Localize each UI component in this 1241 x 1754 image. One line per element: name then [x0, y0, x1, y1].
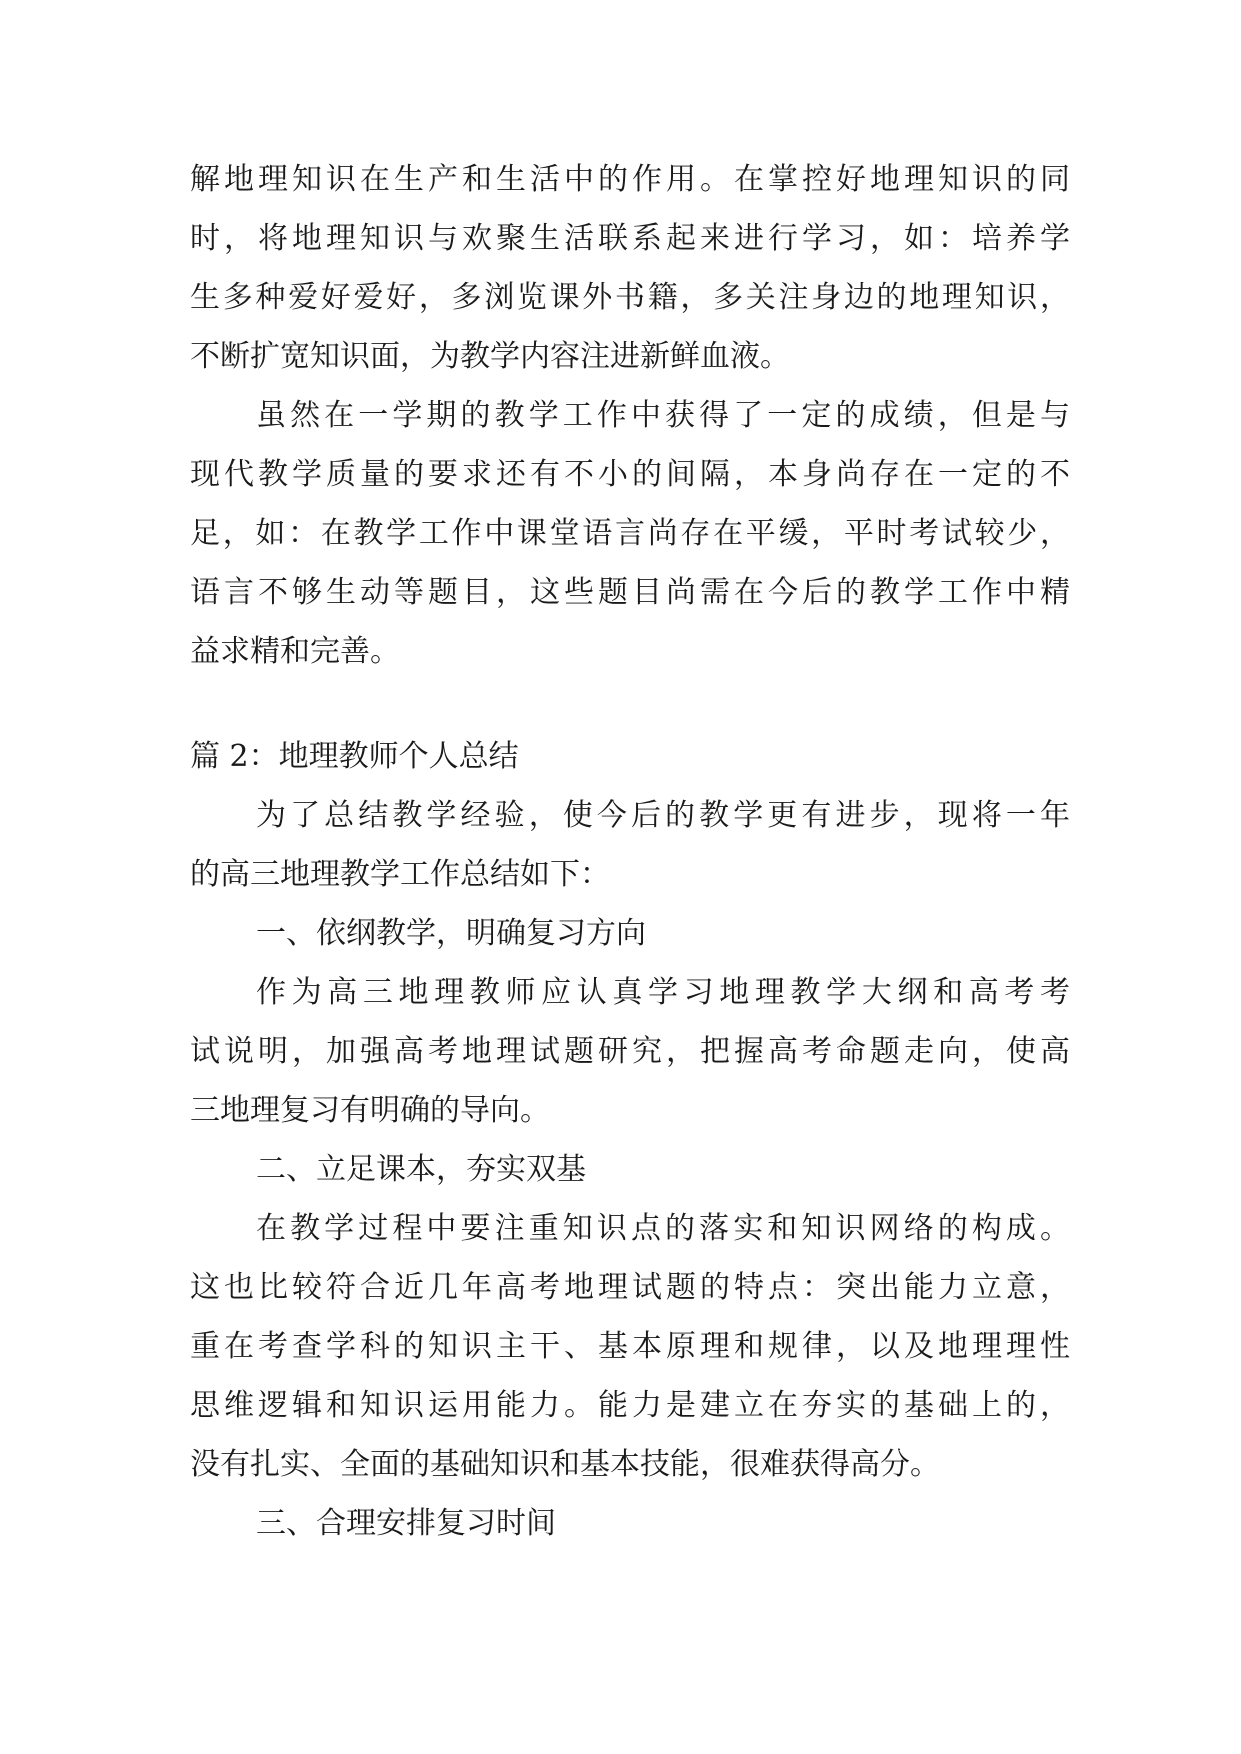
- subsection-heading: 二、立足课本，夯实双基: [256, 1152, 586, 1187]
- paragraph-line: 这也比较符合近几年高考地理试题的特点：突出能力立意，: [190, 1270, 1070, 1305]
- paragraph-line: 作为高三地理教师应认真学习地理教学大纲和高考考: [256, 975, 1070, 1010]
- paragraph-line: 试说明，加强高考地理试题研究，把握高考命题走向，使高: [190, 1034, 1070, 1069]
- paragraph-line: 虽然在一学期的教学工作中获得了一定的成绩，但是与: [256, 398, 1070, 433]
- paragraph-line: 在教学过程中要注重知识点的落实和知识网络的构成。: [256, 1211, 1070, 1246]
- paragraph-line: 足，如：在教学工作中课堂语言尚存在平缓，平时考试较少，: [190, 516, 1070, 551]
- subsection-heading: 三、合理安排复习时间: [256, 1506, 556, 1541]
- paragraph-line: 不断扩宽知识面，为教学内容注进新鲜血液。: [190, 339, 790, 374]
- paragraph-line: 生多种爱好爱好，多浏览课外书籍，多关注身边的地理知识，: [190, 280, 1070, 315]
- paragraph-line: 益求精和完善。: [190, 634, 400, 669]
- paragraph-line: 时，将地理知识与欢聚生活联系起来进行学习，如：培养学: [190, 221, 1070, 256]
- paragraph-line: 没有扎实、全面的基础知识和基本技能，很难获得高分。: [190, 1447, 940, 1482]
- paragraph-line: 解地理知识在生产和生活中的作用。在掌控好地理知识的同: [190, 162, 1070, 197]
- paragraph-line: 现代教学质量的要求还有不小的间隔，本身尚存在一定的不: [190, 457, 1070, 492]
- subsection-heading: 一、依纲教学，明确复习方向: [256, 916, 646, 951]
- paragraph-line: 重在考查学科的知识主干、基本原理和规律，以及地理理性: [190, 1329, 1070, 1364]
- paragraph-line: 的高三地理教学工作总结如下：: [190, 857, 610, 892]
- paragraph-line: 为了总结教学经验，使今后的教学更有进步，现将一年: [256, 798, 1070, 833]
- paragraph-line: 语言不够生动等题目，这些题目尚需在今后的教学工作中精: [190, 575, 1070, 610]
- section-heading: 篇 2：地理教师个人总结: [190, 739, 519, 774]
- paragraph-line: 三地理复习有明确的导向。: [190, 1093, 550, 1128]
- paragraph-line: 思维逻辑和知识运用能力。能力是建立在夯实的基础上的，: [190, 1388, 1070, 1423]
